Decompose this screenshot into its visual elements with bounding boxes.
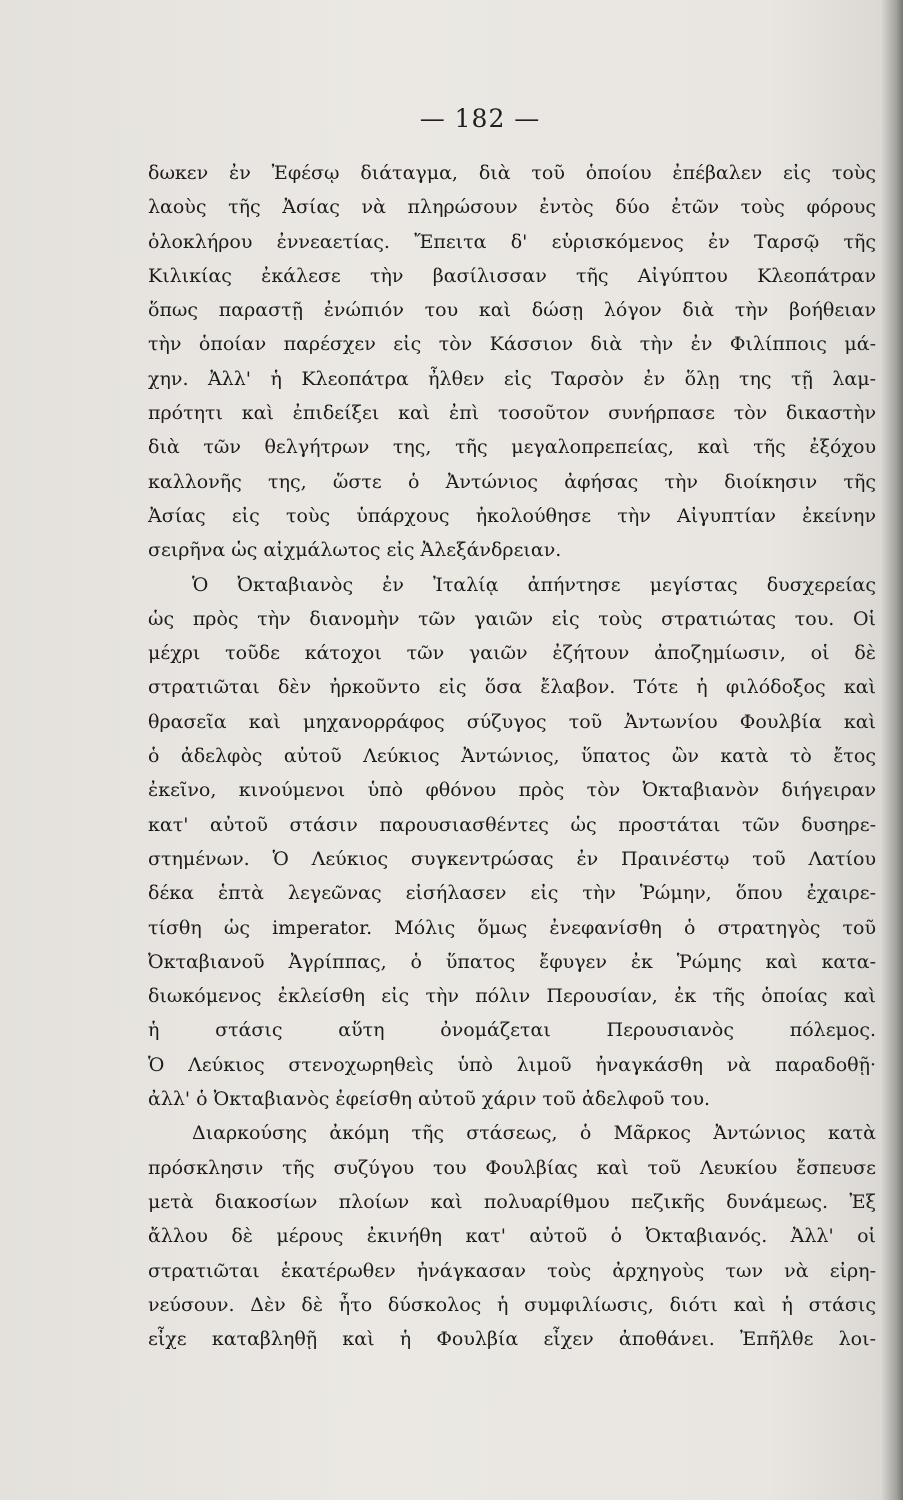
- text-line: δωκεν ἐν Ἐφέσῳ διάταγμα, διὰ τοῦ ὁποίου ἐπέβαλεν εἰς τοὺς: [148, 162, 876, 184]
- text-line: διὰ τῶν θελγήτρων της, τῆς μεγαλοπρεπείας, καὶ τῆς ἐξόχου: [148, 436, 876, 459]
- text-line: χην. Ἀλλ' ἡ Κλεοπάτρα ἦλθεν εἰς Ταρσὸν ἐν ὅλῃ της τῇ λαμ-: [148, 367, 876, 390]
- text-line: σειρῆνα ὡς αἰχμάλωτος εἰς Ἀλεξάνδρειαν.: [148, 539, 562, 562]
- body-text: [148, 156, 876, 1356]
- text-line: πρόσκλησιν τῆς συζύγου του Φουλβίας καὶ τοῦ Λευκίου ἔσπευσε: [148, 1156, 876, 1179]
- text-line: ἀλλ' ὁ Ὀκταβιανὸς ἐφείσθη αὐτοῦ χάριν τοῦ ἀδελφοῦ του.: [148, 1088, 711, 1111]
- text-line: κατ' αὐτοῦ στάσιν παρουσιασθέντες ὡς προστάται τῶν δυσηρε-: [148, 813, 876, 836]
- text-line: λαοὺς τῆς Ἀσίας νὰ πληρώσουν ἐντὸς δύο ἐτῶν τοὺς φόρους: [148, 196, 876, 219]
- text-line: Κιλικίας ἐκάλεσε τὴν βασίλισσαν τῆς Αἰγύπτου Κλεοπάτραν: [148, 264, 876, 287]
- text-line: στημένων. Ὁ Λεύκιος συγκεντρώσας ἐν Πραινέστῳ τοῦ Λατίου: [148, 847, 876, 870]
- text-line: ἐκεῖνο, κινούμενοι ὑπὸ φθόνου πρὸς τὸν Ὀκταβιανὸν διήγειραν: [148, 779, 876, 802]
- text-line: εἶχε καταβληθῇ καὶ ἡ Φουλβία εἶχεν ἀποθάνει. Ἐπῆλθε λοι-: [148, 1328, 876, 1351]
- text-line: ὅπως παραστῇ ἐνώπιόν του καὶ δώσῃ λόγον διὰ τὴν βοήθειαν: [148, 299, 876, 322]
- text-line: μέχρι τοῦδε κάτοχοι τῶν γαιῶν ἐζήτουν ἀποζημίωσιν, οἱ δὲ: [148, 642, 876, 665]
- text-line: τίσθη ὡς imperator. Μόλις ὅμως ἐνεφανίσθη ὁ στρατηγὸς τοῦ: [148, 916, 876, 939]
- text-line: μετὰ διακοσίων πλοίων καὶ πολυαρίθμου πεζικῆς δυνάμεως. Ἐξ: [148, 1190, 876, 1213]
- text-line: νεύσουν. Δὲν δὲ ἦτο δύσκολος ἡ συμφιλίωσις, διότι καὶ ἡ στάσις: [148, 1293, 876, 1316]
- text-line: θρασεῖα καὶ μηχανορράφος σύζυγος τοῦ Ἀντωνίου Φουλβία καὶ: [148, 710, 876, 733]
- text-line: Διαρκούσης ἀκόμη τῆς στάσεως, ὁ Μᾶρκος Ἀντώνιος κατὰ: [192, 1122, 876, 1145]
- text-line: Ἀσίας εἰς τοὺς ὑπάρχους ἠκολούθησε τὴν Αἰγυπτίαν ἐκείνην: [148, 504, 876, 527]
- text-line: Ὁ Ὀκταβιανὸς ἐν Ἰταλίᾳ ἀπήντησε μεγίστας δυσχερείας: [192, 573, 876, 596]
- text-line: πρότητι καὶ ἐπιδείξει καὶ ἐπὶ τοσοῦτον συνήρπασε τὸν δικαστὴν: [148, 402, 876, 425]
- text-line: Ὀκταβιανοῦ Ἀγρίππας, ὁ ὕπατος ἔφυγεν ἐκ Ῥώμης καὶ κατα-: [148, 950, 876, 973]
- text-line: στρατιῶται ἑκατέρωθεν ἠνάγκασαν τοὺς ἀρχηγοὺς των νὰ εἰρη-: [148, 1259, 876, 1282]
- text-line: ὡς πρὸς τὴν διανομὴν τῶν γαιῶν εἰς τοὺς στρατιώτας του. Οἱ: [148, 607, 876, 630]
- text-line: τὴν ὁποίαν παρέσχεν εἰς τὸν Κάσσιον διὰ τὴν ἐν Φιλίπποις μά-: [148, 333, 876, 356]
- text-line: ἄλλου δὲ μέρους ἐκινήθη κατ' αὐτοῦ ὁ Ὀκταβιανός. Ἀλλ' οἱ: [148, 1225, 876, 1248]
- text-line: Ὁ Λεύκιος στενοχωρηθεὶς ὑπὸ λιμοῦ ἠναγκάσθη νὰ παραδοθῇ·: [148, 1053, 876, 1076]
- text-line: καλλονῆς της, ὥστε ὁ Ἀντώνιος ἀφήσας τὴν διοίκησιν τῆς: [148, 470, 876, 493]
- text-line: δέκα ἑπτὰ λεγεῶνας εἰσήλασεν εἰς τὴν Ῥώμην, ὅπου ἐχαιρε-: [148, 882, 876, 905]
- page-number: — 182 —: [419, 104, 541, 133]
- text-line: στρατιῶται δὲν ἠρκοῦντο εἰς ὅσα ἔλαβον. Τότε ἡ φιλόδοξος καὶ: [148, 676, 876, 699]
- text-line: ἡ στάσις αὕτη ὀνομάζεται Περουσιανὸς πόλεμος.: [148, 1019, 876, 1042]
- text-line: ὁ ἀδελφὸς αὐτοῦ Λεύκιος Ἀντώνιος, ὕπατος ὢν κατὰ τὸ ἔτος: [148, 745, 876, 768]
- text-line: διωκόμενος ἐκλείσθη εἰς τὴν πόλιν Περουσίαν, ἐκ τῆς ὁποίας καὶ: [148, 985, 876, 1008]
- page-edge-shadow: [881, 0, 903, 1500]
- text-line: ὁλοκλήρου ἐννεαετίας. Ἔπειτα δ' εὑρισκόμενος ἐν Ταρσῷ τῆς: [148, 230, 876, 253]
